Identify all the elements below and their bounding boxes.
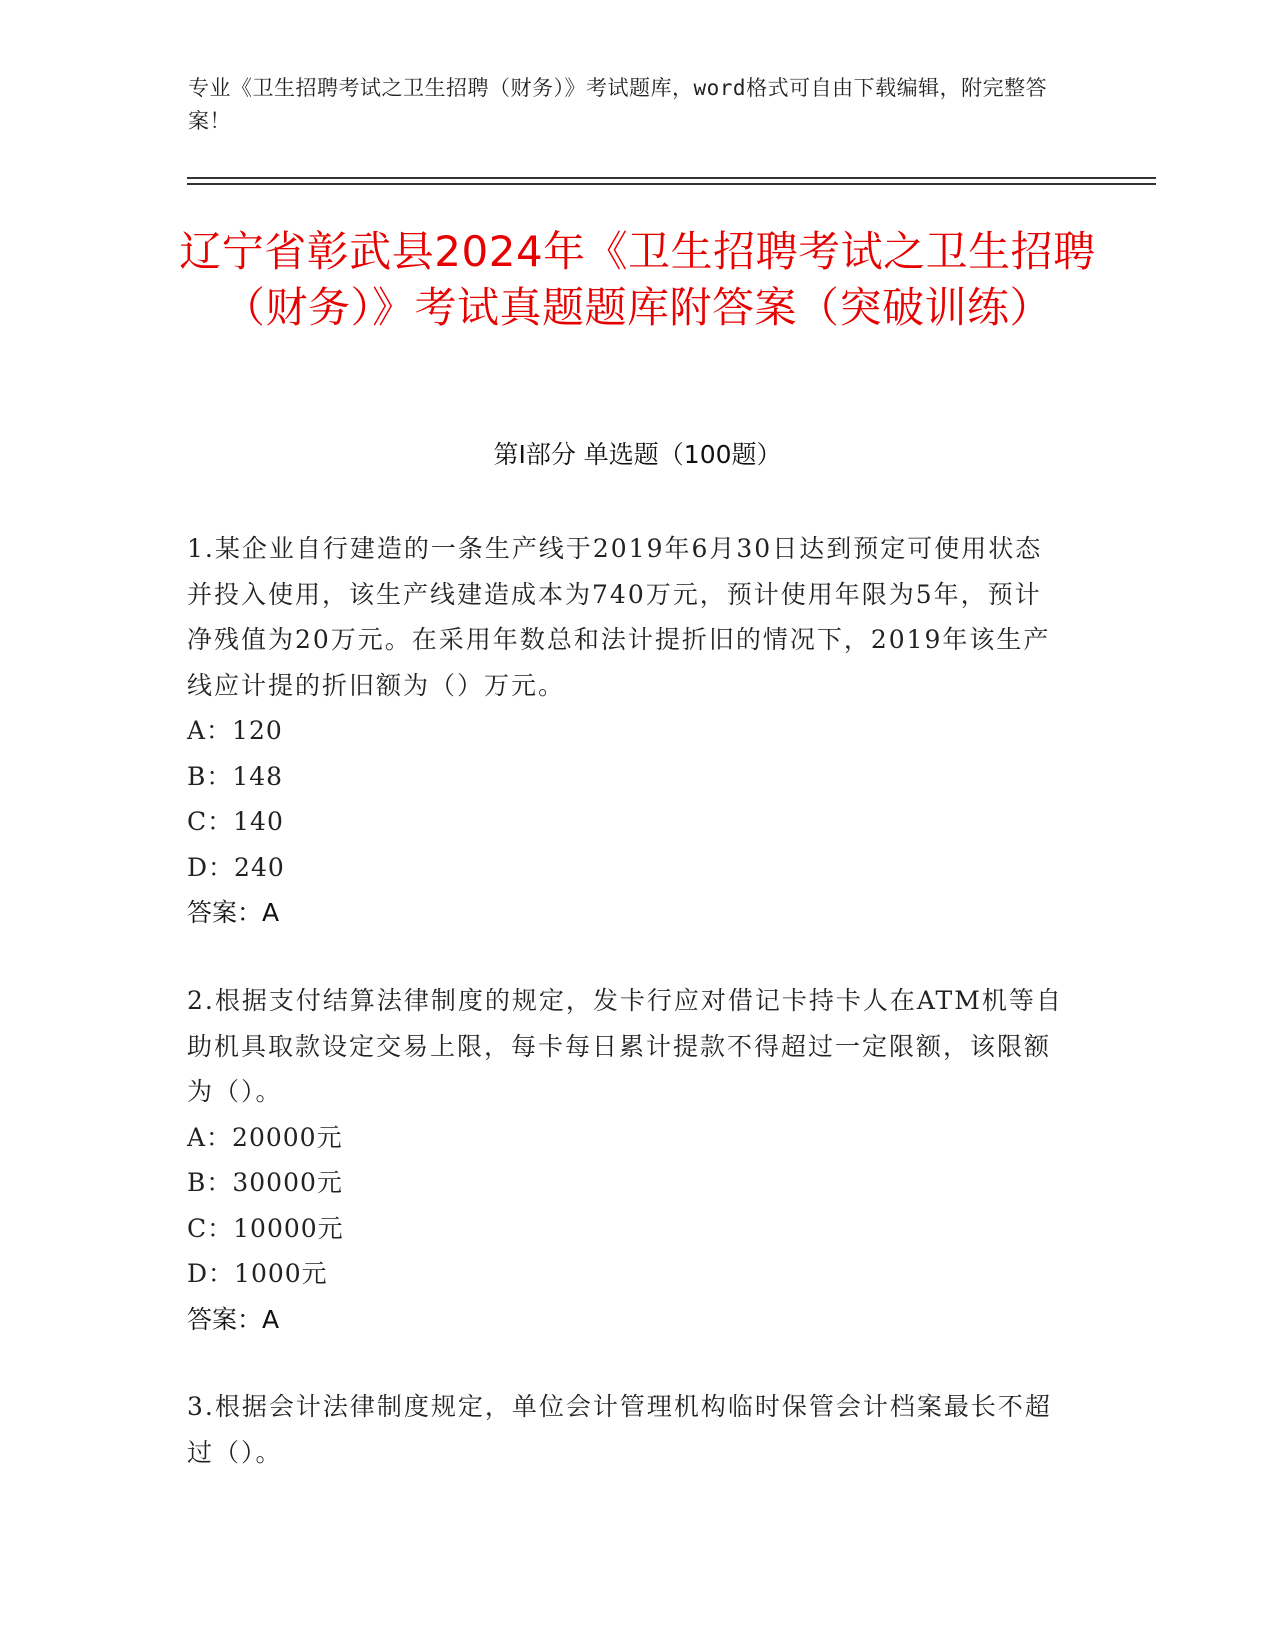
answer: 答案：A <box>187 1304 280 1334</box>
question-stem: 2.根据支付结算法律制度的规定，发卡行应对借记卡持卡人在ATM机等自助机具取款设定交易上限，每卡每日累计提款不得超过一定限额，该限额为（）。 <box>187 986 1063 1106</box>
answer: 答案：A <box>187 898 280 927</box>
section-heading: 第Ⅰ部分 单选题（100题） <box>493 440 782 469</box>
question-2 <box>187 978 1067 1342</box>
option-d: D：240 <box>187 852 285 882</box>
header-divider-bottom <box>187 183 1156 185</box>
option-b: B：148 <box>187 761 284 791</box>
header-note: 专业《卫生招聘考试之卫生招聘（财务）》考试题库，word格式可自由下载编辑，附完整答案！ <box>188 76 1048 133</box>
document-title: 辽宁省彰武县2024年《卫生招聘考试之卫生招聘（财务）》考试真题题库附答案（突破训练） <box>179 227 1096 332</box>
option-b: B：30000元 <box>187 1168 343 1197</box>
question-1 <box>187 526 1067 936</box>
question-stem: 3.根据会计法律制度规定，单位会计管理机构临时保管会计档案最长不超过（）。 <box>187 1392 1052 1467</box>
question-3 <box>187 1384 1067 1475</box>
question-stem: 1.某企业自行建造的一条生产线于2019年6月30日达到预定可使用状态并投入使用，该生产线建造成本为740万元，预计使用年限为5年，预计净残值为20万元。在采用年数总和法计提折旧的情况下，2019年该生产线应计提的折旧额为（）万元。 <box>187 534 1051 700</box>
option-c: C：140 <box>187 807 284 836</box>
option-c: C：10000元 <box>187 1213 344 1243</box>
header-divider-top <box>187 177 1156 179</box>
option-a: A：20000元 <box>187 1122 343 1152</box>
option-d: D：1000元 <box>187 1259 328 1288</box>
option-a: A：120 <box>187 716 283 745</box>
